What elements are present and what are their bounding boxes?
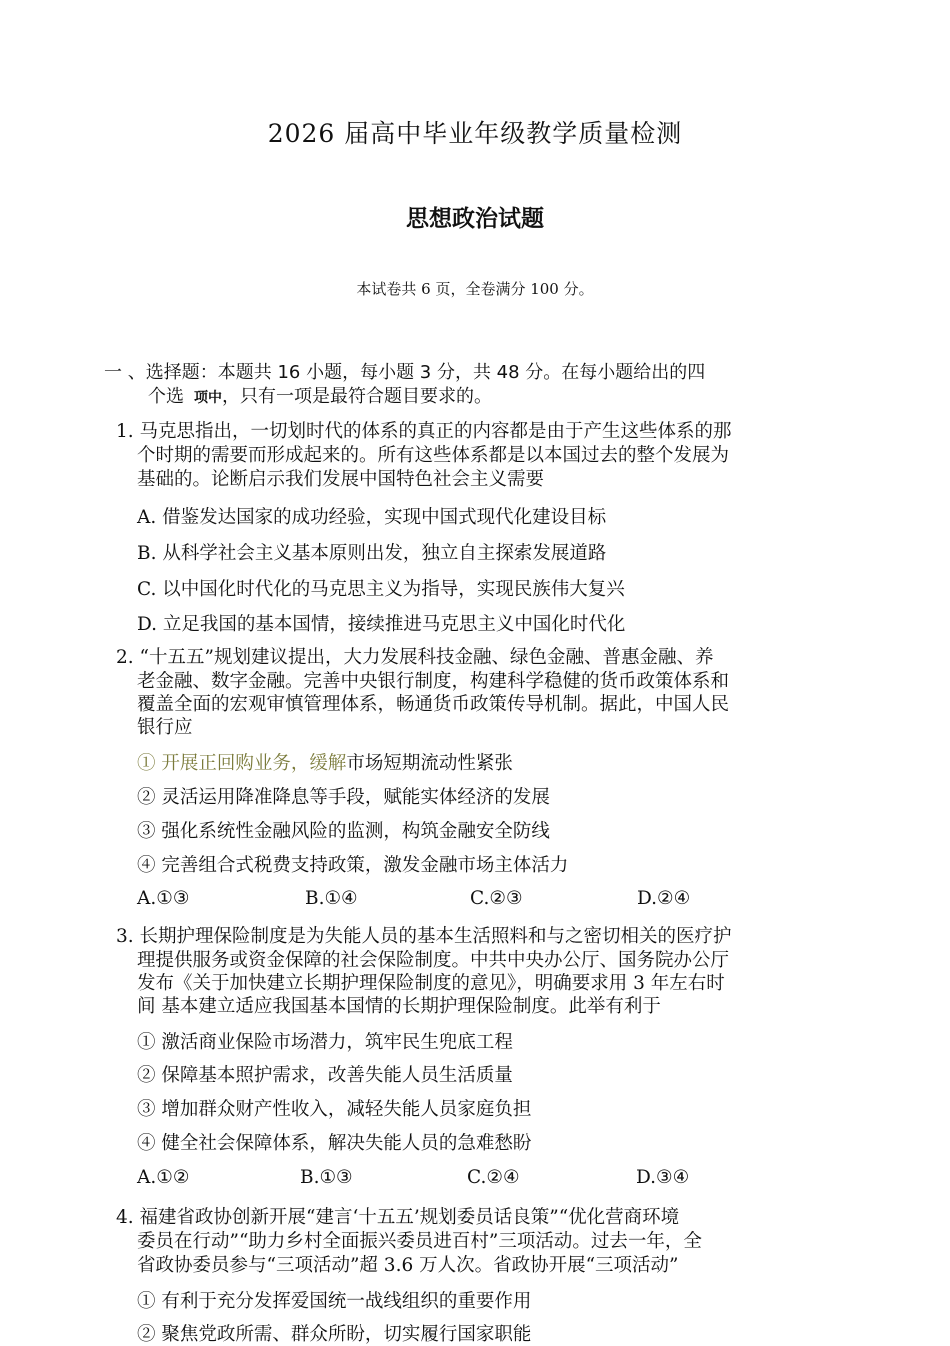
question-3-line: 理提供服务或资金保障的社会保险制度。中共中央办公厅、国务院办公厅 [137,950,730,971]
item-number: ① 开展正回购业务， [137,753,310,774]
section-heading-small: 项中 [194,390,222,406]
question-1-line: 个时期的需要而形成起来的。所有这些体系都是以本国过去的整个发展为 [137,445,730,466]
exam-note: 本试卷共 6 页，全卷满分 100 分。 [356,280,594,298]
item-highlight: 缓解 [309,753,347,774]
section-heading-line2 [148,382,492,408]
question-2-item-1 [137,749,513,775]
question-3-answer-a: A.①② [137,1167,190,1188]
question-2-item-3: ③ 强化系统性金融风险的监测，构筑金融安全防线 [137,821,550,842]
question-2-answer-b: B.①④ [305,888,358,909]
section-heading-line1: 一 、选择题：本题共 16 小题，每小题 3 分，共 48 分。在每小题给出的四 [104,362,706,383]
question-3-item-1: ① 激活商业保险市场潜力，筑牢民生兜底工程 [137,1032,513,1053]
question-3-answer-b: B.①③ [300,1167,353,1188]
question-3-item-2: ② 保障基本照护需求，改善失能人员生活质量 [137,1065,513,1086]
exam-subtitle: 思想政治试题 [406,206,544,232]
question-1-option-a: A. 借鉴发达国家的成功经验，实现中国式现代化建设目标 [137,507,607,528]
section-heading-part: 个选 [148,386,184,407]
question-2-answer-d: D.②④ [637,888,691,909]
question-3-item-4: ④ 健全社会保障体系，解决失能人员的急难愁盼 [137,1133,532,1154]
section-heading-part: ，只有一项是最符合题目要求的。 [222,386,492,407]
question-2-item-4: ④ 完善组合式税费支持政策，激发金融市场主体活力 [137,855,569,876]
question-2-line: 覆盖全面的宏观审慎管理体系，畅通货币政策传导机制。据此，中国人民 [137,694,730,715]
question-3-line: 间 基本建立适应我国基本国情的长期护理保险制度。此举有利于 [137,996,661,1017]
question-4-line: 4. 福建省政协创新开展“建言‘十五五’规划委员话良策”“优化营商环境 [116,1207,680,1228]
item-text: 市场短期流动性紧张 [346,753,513,774]
exam-title: 2026 届高中毕业年级教学质量检测 [267,119,683,148]
question-2-answer-a: A.①③ [137,888,190,909]
question-1-option-c: C. 以中国化时代化的马克思主义为指导，实现民族伟大复兴 [137,579,625,600]
question-3-line: 3. 长期护理保险制度是为失能人员的基本生活照料和与之密切相关的医疗护 [116,926,732,947]
question-3-answer-d: D.③④ [636,1167,690,1188]
question-2-item-2: ② 灵活运用降准降息等手段，赋能实体经济的发展 [137,787,550,808]
question-3-line: 发布《关于加快建立长期护理保险制度的意见》，明确要求用 3 年左右时 [137,973,725,994]
question-2-line: 银行应 [137,717,193,738]
question-1-line: 基础的。论断启示我们发展中国特色社会主义需要 [137,469,545,490]
question-2-answer-c: C.②③ [470,888,523,909]
question-1-option-b: B. 从科学社会主义基本原则出发，独立自主探索发展道路 [137,543,607,564]
question-2-line: 老金融、数字金融。完善中央银行制度，构建科学稳健的货币政策体系和 [137,671,730,692]
question-2-line: 2. “十五五”规划建议提出，大力发展科技金融、绿色金融、普惠金融、养 [116,647,714,668]
question-4-line: 委员在行动”“助力乡村全面振兴委员进百村”三项活动。过去一年，全 [137,1231,702,1252]
question-3-answer-c: C.②④ [467,1167,520,1188]
question-4-item-1: ① 有利于充分发挥爱国统一战线组织的重要作用 [137,1291,532,1312]
question-4-item-2: ② 聚焦党政所需、群众所盼，切实履行国家职能 [137,1324,532,1345]
question-1-line: 1. 马克思指出，一切划时代的体系的真正的内容都是由于产生这些体系的那 [116,421,732,442]
question-1-option-d: D. 立足我国的基本国情，接续推进马克思主义中国化时代化 [137,614,626,635]
question-4-line: 省政协委员参与“三项活动”超 3.6 万人次。省政协开展“三项活动” [137,1255,679,1276]
question-3-item-3: ③ 增加群众财产性收入，减轻失能人员家庭负担 [137,1099,532,1120]
